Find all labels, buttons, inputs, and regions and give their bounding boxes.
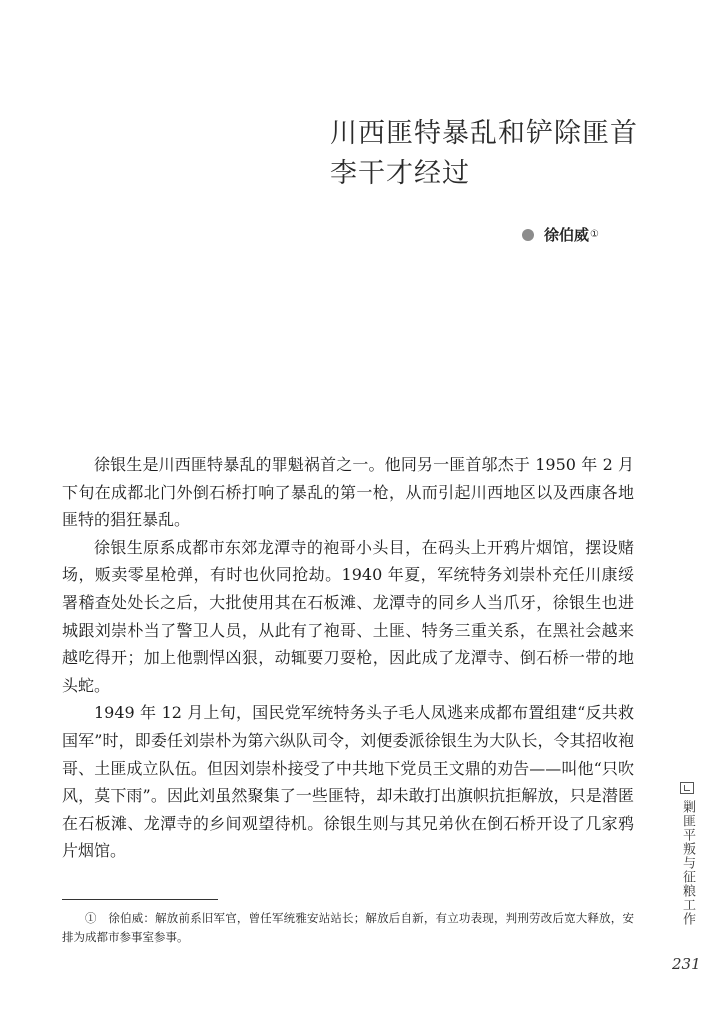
bullet-icon <box>522 229 534 241</box>
page-number: 231 <box>672 955 701 973</box>
paragraph-1: 徐银生是川西匪特暴乱的罪魁祸首之一。他同另一匪首邬杰于 1950 年 2 月下旬在成都北门外倒石桥打响了暴乱的第一枪，从而引起川西地区以及西康各地匪特的猖狂暴乱。 <box>62 455 634 530</box>
author-name: 徐伯威 <box>544 226 590 244</box>
title-line-1: 川西匪特暴乱和铲除匪首 <box>330 118 638 149</box>
footnote: ① 徐伯威：解放前系旧军官，曾任军统雅安站站长；解放后自新，有立功表现，判刑劳改后宽大释放，安排为成都市参事室参事。 <box>62 911 634 944</box>
footnote-divider <box>62 899 218 900</box>
article-body <box>62 451 634 865</box>
section-side-tab <box>676 782 698 926</box>
author-byline <box>522 224 599 245</box>
paragraph-2: 徐银生原系成都市东郊龙潭寺的袍哥小头目，在码头上开鸦片烟馆，摆设赌场，贩卖零星枪弹，有时也伙同抢劫。1940 年夏，军统特务刘崇朴充任川康绥署稽查处处长之后，大批使用其在石板滩、龙潭寺的同乡人当爪牙，徐银生也进城跟刘崇朴当了警卫人员，从此有了袍哥、土匪、特务三重关系，在黑社会越来越吃得开；加上他剽悍凶狠，动辄要刀耍枪，因此成了龙潭寺、倒石桥一带的地头蛇。 <box>62 537 634 695</box>
paragraph-3: 1949 年 12 月上旬，国民党军统特务头子毛人凤逃来成都布置组建“反共救国军”时，即委任刘崇朴为第六纵队司令，刘便委派徐银生为大队长，令其招收袍哥、土匪成立队伍。但因刘崇朴接受了中共地下党员王文鼎的劝告——叫他“只吹风，莫下雨”。因此刘虽然聚集了一些匪特，却未敢打出旗帜抗拒解放，只是潜匿在石板滩、龙潭寺的乡间观望待机。徐银生则与其兄弟伙在倒石桥开设了几家鸦片烟馆。 <box>62 703 634 861</box>
author-footnote-mark: ① <box>590 229 599 240</box>
section-tab-icon <box>680 782 694 794</box>
section-tab-label: 剿匪平叛与征粮工作 <box>680 800 695 926</box>
title-line-2: 李干才经过 <box>330 158 470 189</box>
article-title <box>330 114 670 194</box>
